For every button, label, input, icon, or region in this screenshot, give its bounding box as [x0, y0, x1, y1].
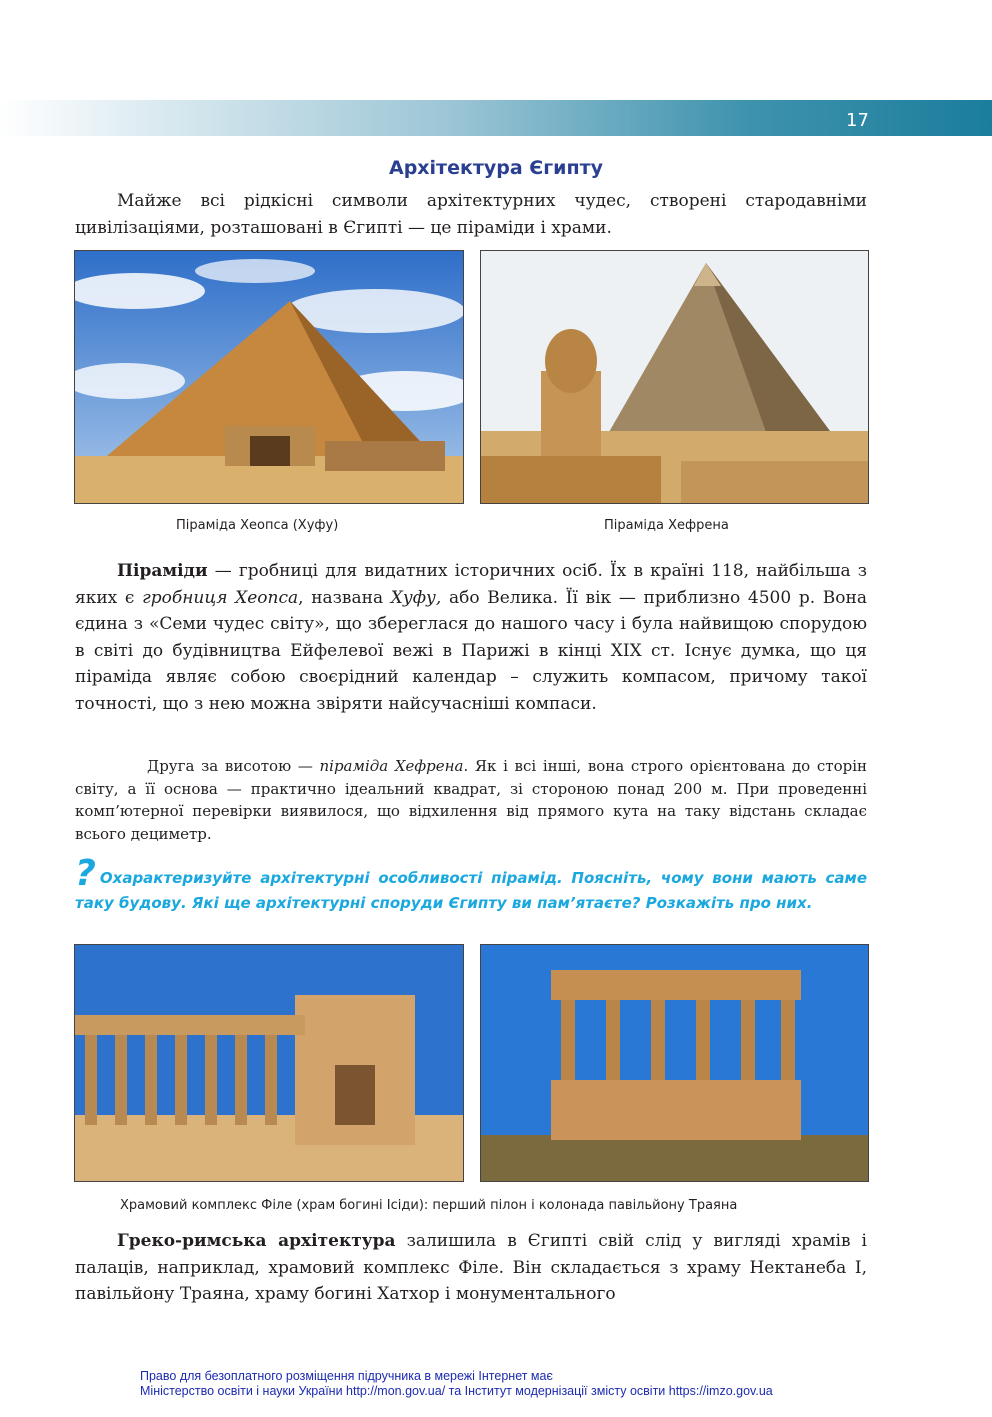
page-number: 17 [846, 110, 869, 131]
page-title: Архітектура Єгипту [388, 157, 603, 179]
term-greco-roman: Греко-римська архітектура [117, 1231, 396, 1251]
footer-license [140, 1369, 773, 1399]
khafre-paragraph: Друга за висотою — піраміда Хефрена. Як і всі інші, вона строго орієнтована до сторін світу, а її основа — практично ідеальний квадрат, зі стороною понад 200 м. При проведенні комп’ютерної перевірки виявилося, що відхилення від прямого кута на таку відстань складає всього дециметр. [75, 757, 868, 843]
khafre-pyramid-photo [480, 250, 869, 504]
footer-line-1: Право для безоплатного розміщення підручника в мережі Інтернет має [140, 1369, 553, 1383]
pyramids-paragraph: Піраміди — гробниці для видатних історичних осіб. Їх в країні 118, найбільша з яких є гробниця Хеопса, названа Хуфу, або Велика. Її вік — приблизно 4500 р. Вона єдина з «Семи чудес світу», що збереглася до нашого часу і була найвищою спорудою в світі до будівництва Ейфелевої вежі в Парижі в кінці XIX ст. Існує думка, що ця піраміда являє собою своєрідний календар – служить компасом, причому такої точності, що з нею можна звіряти найсучасніші компаси. [75, 561, 867, 714]
khafre-caption: Піраміда Хефрена [604, 518, 729, 533]
philae-colonnade-photo [74, 944, 464, 1182]
greco-roman-paragraph: Греко-римська архітектура залишила в Єгипті свій слід у вигляді храмів і палаців, наприклад, храмовий комплекс Філе. Він складається з храму Нектанеба I, павільйону Траяна, храму богині Хатхор і монументального [75, 1231, 867, 1304]
trajan-kiosk-photo [480, 944, 869, 1182]
term-pyramids: Піраміди [117, 561, 208, 581]
philae-caption: Храмовий комплекс Філе (храм богині Ісіди): перший пілон і колонада павільйону Траяна [120, 1198, 738, 1213]
cheops-pyramid-photo [74, 250, 464, 504]
intro-paragraph: Майже всі рідкісні символи архітектурних чудес, створені стародавніми цивілізаціями, розташовані в Єгипті — це піраміди і храми. [75, 191, 867, 238]
question-mark-icon: ? [75, 853, 96, 894]
question-block [75, 853, 867, 916]
cheops-caption: Піраміда Хеопса (Хуфу) [176, 518, 339, 533]
header-band [0, 100, 992, 136]
question-text: Охарактеризуйте архітектурні особливості пірамід. Поясніть, чому вони мають саме таку будову. Які ще архітектурні споруди Єгипту ви пам’ятаєте? Розкажіть про них. [75, 869, 867, 912]
footer-line-2: Міністерство освіти і науки України http://mon.gov.ua/ та Інститут модернізації змісту освіти https://imzo.gov.ua [140, 1384, 773, 1398]
